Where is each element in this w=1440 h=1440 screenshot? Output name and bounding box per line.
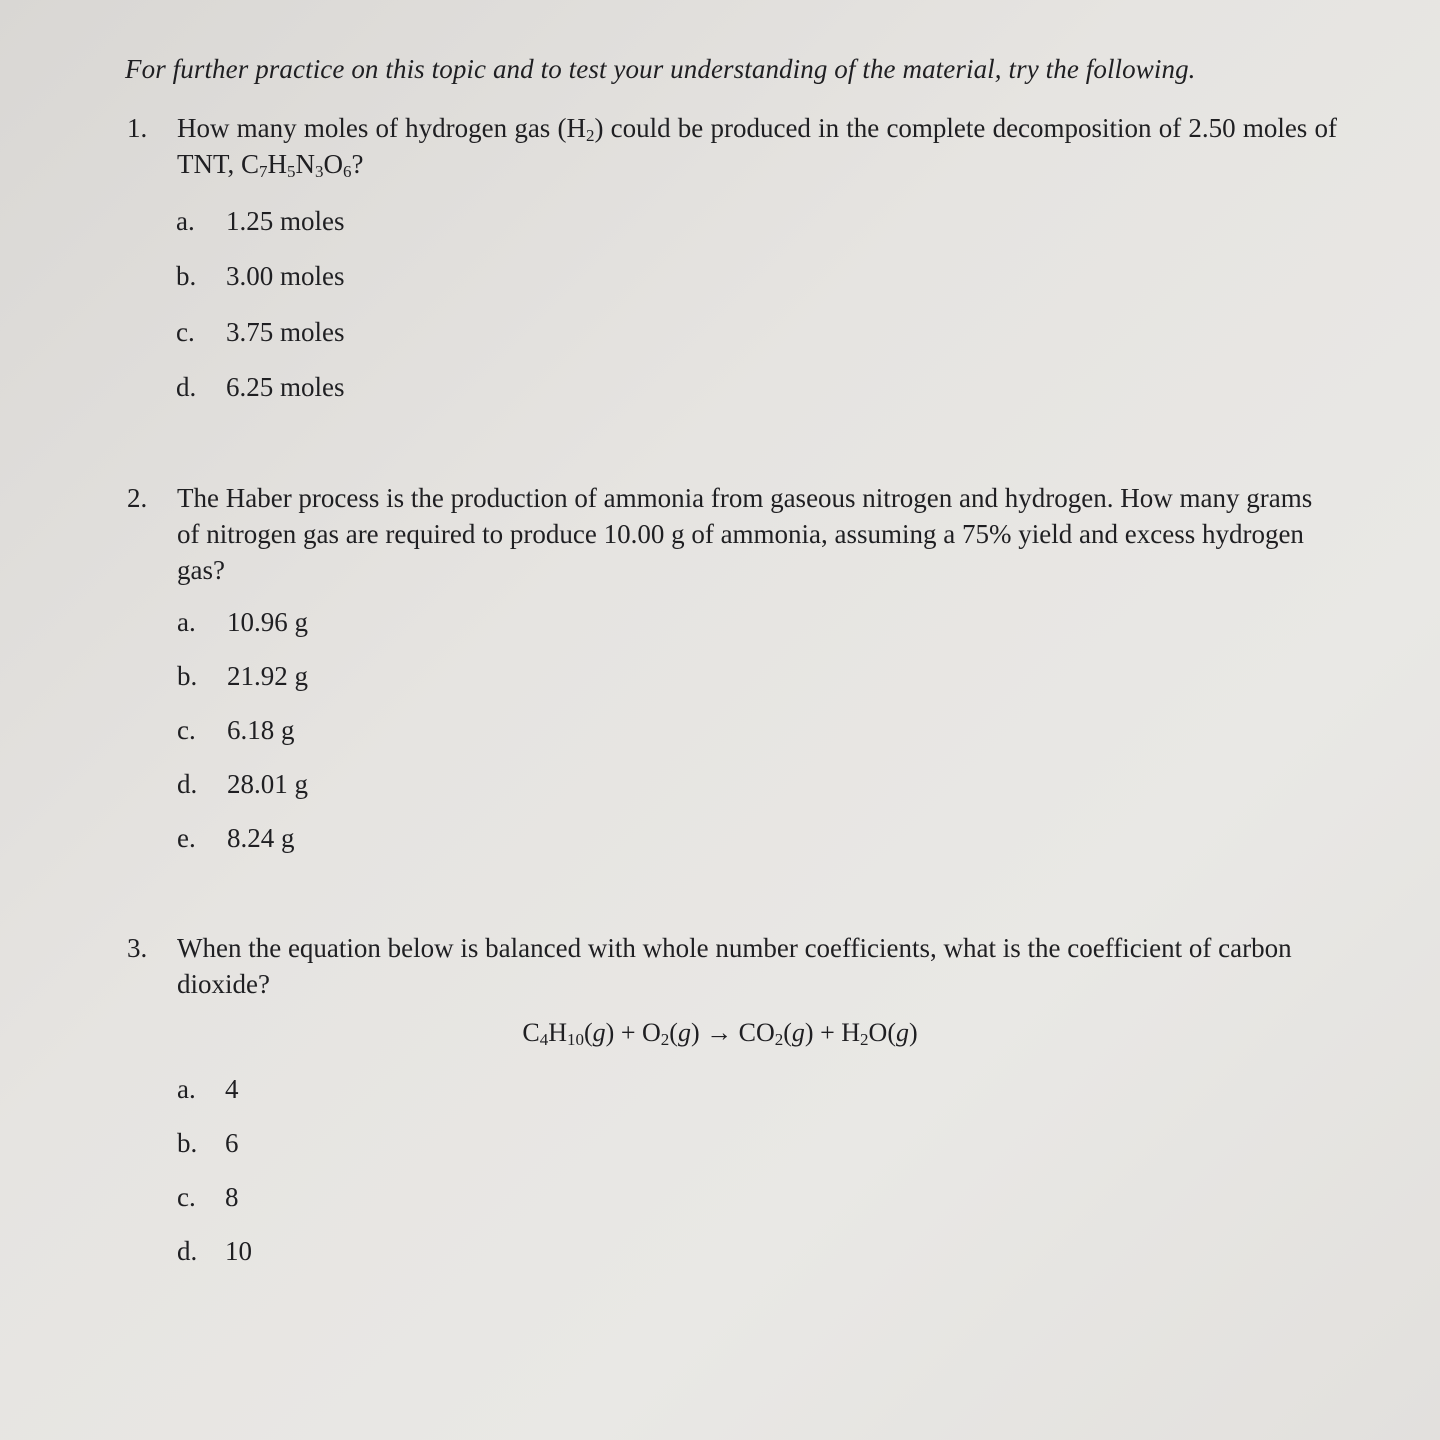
option-value: 21.92 g [227,661,308,691]
question-number: 1. [127,113,148,143]
question-number: 2. [127,483,148,513]
option-letter: d. [177,1236,198,1266]
option-value: 8 [225,1182,239,1212]
intro-text: For further practice on this topic and to test your understanding of the material, try the following. [125,54,1196,84]
question-text: The Haber process is the production of ammonia from gaseous nitrogen and hydrogen. How many grams of nitrogen gas are required to produce 10.00 g of ammonia, assuming a 75% yield and excess hydrogen gas? [177,483,1313,585]
option-value: 6 [225,1128,239,1158]
option-letter: a. [177,607,196,637]
option-letter: d. [176,372,197,402]
chemical-equation: $C_4H_{10}(g) + O_2(g) \to CO_2(g) + H_2O(g)$ [522,1018,918,1049]
option-letter: c. [177,1182,196,1212]
option-letter: c. [176,317,195,347]
option-letter: b. [177,1128,198,1158]
option-value: 10 [225,1236,252,1266]
option-value: 10.96 g [227,607,308,637]
option-value: 28.01 g [227,769,308,799]
option-value: 3.75 moles [226,317,345,347]
option-letter: c. [177,715,196,745]
question-number: 3. [127,933,148,963]
question-text: When the equation below is balanced with whole number coefficients, what is the coefficient of carbon dioxide? [177,933,1292,999]
option-letter: a. [177,1074,196,1104]
option-value: 6.18 g [227,715,295,745]
option-value: 8.24 g [227,823,295,853]
option-value: 1.25 moles [226,206,345,236]
option-value: 4 [225,1074,239,1104]
option-letter: a. [176,206,195,236]
option-value: 3.00 moles [226,261,345,291]
option-letter: d. [177,769,198,799]
option-letter: b. [177,661,198,691]
option-letter: e. [177,823,196,853]
question-text: How many moles of hydrogen gas $(H_2)$ could be produced in the complete decomposition of 2.50 moles of TNT, $C_7H_5N_3O_6$? [177,113,1337,181]
option-letter: b. [176,261,197,291]
option-value: 6.25 moles [226,372,345,402]
